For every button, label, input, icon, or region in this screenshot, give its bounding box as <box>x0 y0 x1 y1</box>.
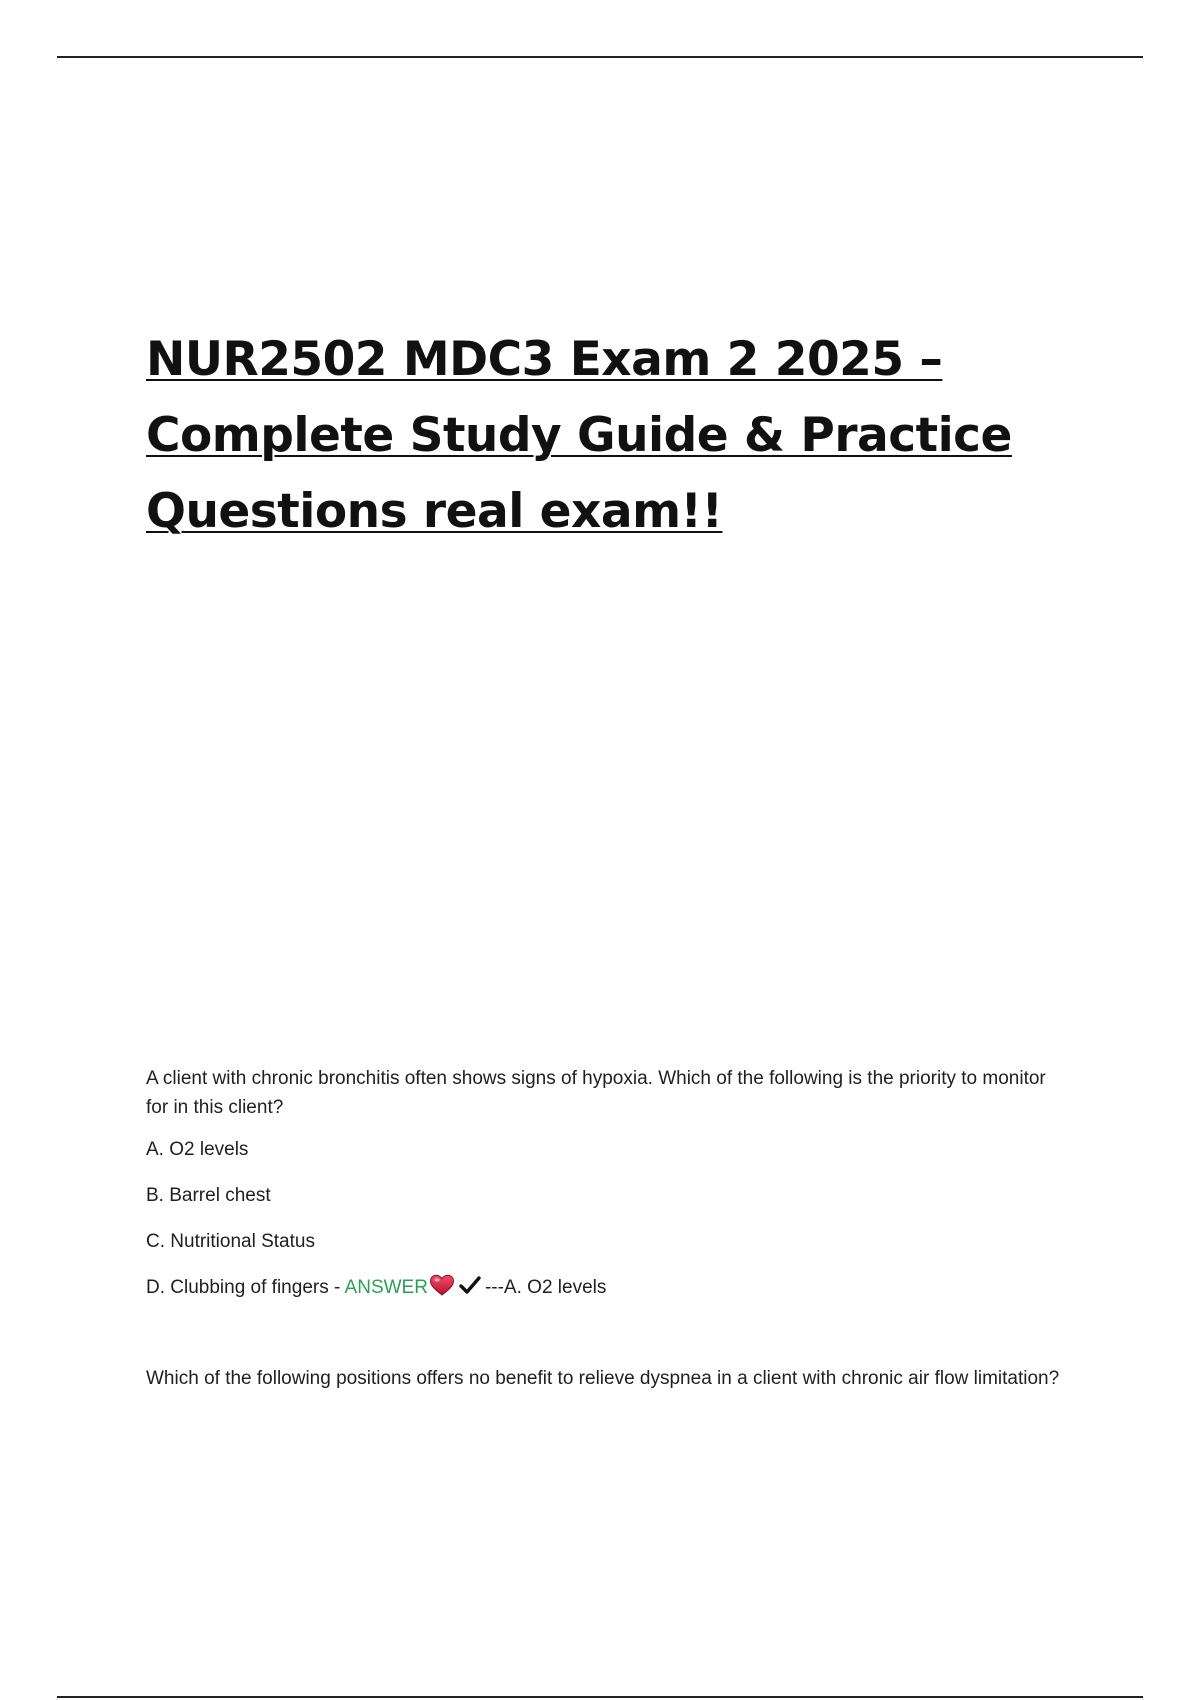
question-2 <box>146 1364 1066 1393</box>
question-1 <box>146 1064 1066 1304</box>
header-rule <box>57 56 1143 58</box>
title-line-1: NUR2502 MDC3 Exam 2 2025 – <box>146 332 943 387</box>
document-title <box>146 322 1146 550</box>
question-stem: A client with chronic bronchitis often shows signs of hypoxia. Which of the following is the priority to monitor for in this client? <box>146 1068 1046 1118</box>
option-c: C. Nutritional Status <box>146 1231 315 1252</box>
question-list <box>146 1064 1066 1407</box>
answer-label: ANSWER <box>344 1277 428 1298</box>
option-a: A. O2 levels <box>146 1139 249 1160</box>
question-stem: Which of the following positions offers no benefit to relieve dyspnea in a client with chronic air flow limitation? <box>146 1368 1060 1389</box>
heart-icon <box>429 1274 455 1304</box>
check-icon <box>459 1275 481 1303</box>
title-line-2: Complete Study Guide & Practice <box>146 408 1012 463</box>
option-b: B. Barrel chest <box>146 1185 271 1206</box>
option-d: D. Clubbing of fingers - <box>146 1277 345 1298</box>
footer-rule <box>57 1696 1143 1698</box>
option-d-with-answer <box>146 1274 1066 1304</box>
title-line-3: Questions real exam!! <box>146 484 723 539</box>
answer-text: ---A. O2 levels <box>484 1277 607 1298</box>
